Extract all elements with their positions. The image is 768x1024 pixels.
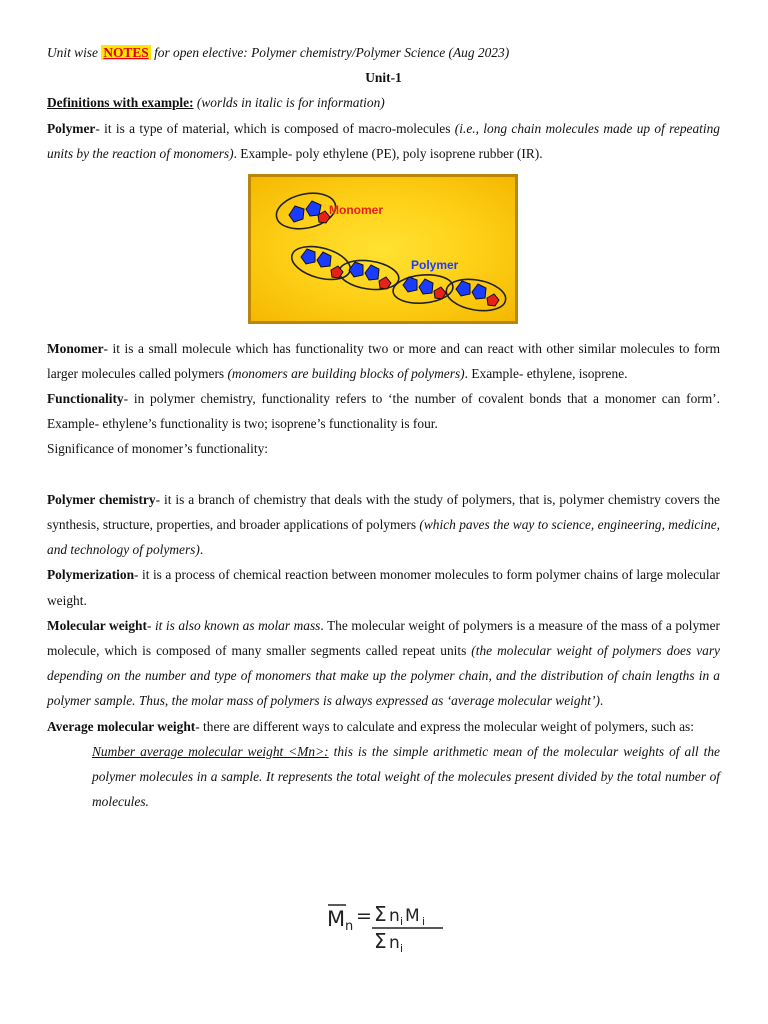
unit-title: Unit-1 <box>365 70 402 86</box>
formula-num-m: M <box>405 906 420 926</box>
polymer-label: Polymer <box>411 258 459 272</box>
polymer-definition: Polymer- it is a type of material, which is composed of macro-molecules (i.e., long chain molecules made up of repeating units by the reaction of monomers). Example- poly ethylene (PE), poly isoprene rubber (IR). <box>47 120 720 161</box>
monomer-label: Monomer <box>329 203 383 217</box>
notes-highlight: NOTES <box>103 45 149 60</box>
figure-drawing <box>251 177 515 321</box>
functionality-definition: Functionality- in polymer chemistry, functionality refers to ‘the number of covalent bonds that a monomer can form’. Example- ethylene’s functionality is two; isoprene’s functionality is four. <box>47 390 720 432</box>
number-average-definition: Number average molecular weight <Mn>: this is the simple arithmetic mean of the molecular weights of all the polymer molecules in a sample. It represents the total weight of the molecules present divided by the total number of molecules. <box>92 743 720 810</box>
blue-unit <box>289 206 304 222</box>
monomer-polymer-figure <box>248 174 518 324</box>
monomer-definition: Monomer- it is a small molecule which has functionality two or more and can react with other similar molecules to form larger molecules called polymers (monomers are building blocks of polymers). Example- ethylene, isoprene. <box>47 340 720 381</box>
document-body-continued <box>47 336 720 815</box>
mn-formula <box>326 898 456 958</box>
formula-num-n: n <box>389 906 400 926</box>
molecular-weight-definition: Molecular weight- it is also known as molar mass. The molecular weight of polymers is a measure of the mass of a polymer molecule, which is composed of many smaller segments called repeat units (the molecular weight of polymers does vary depending on the number and type of monomers that make up the polymer chain, and the distribution of chain lengths in a polymer sample. Thus, the molar mass of polymers is always expressed as ‘average molecular weight’). <box>47 617 720 709</box>
formula-num-i2: i <box>422 915 426 928</box>
formula-den-i: i <box>400 942 404 955</box>
definitions-heading: Definitions with example: (worlds in italic is for information) <box>47 95 385 111</box>
blue-unit <box>306 201 321 216</box>
formula-den-n: n <box>389 933 400 953</box>
formula-equals: = <box>356 905 372 927</box>
formula-num-i: i <box>400 915 404 928</box>
formula-m: M <box>327 907 346 931</box>
document-header: Unit wise NOTES for open elective: Polymer chemistry/Polymer Science (Aug 2023) <box>47 45 510 60</box>
formula-sigma-bottom: Σ <box>374 929 387 953</box>
polymerization-definition: Polymerization- it is a process of chemical reaction between monomer molecules to form polymer chains of large molecular weight. <box>47 567 720 608</box>
polymer-chain <box>288 241 508 315</box>
average-mw-definition: Average molecular weight- there are different ways to calculate and express the molecular weight of polymers, such as: <box>47 718 694 734</box>
polymer-chemistry-definition: Polymer chemistry- it is a branch of chemistry that deals with the study of polymers, that is, polymer chemistry covers the synthesis, structure, properties, and broader applications of polymers (which paves the way to science, engineering, medicine, and technology of polymers). <box>47 491 720 558</box>
blank-line <box>47 462 720 487</box>
document-body <box>47 40 720 166</box>
formula-sigma-top: Σ <box>374 902 387 926</box>
formula-sub-n: n <box>345 919 354 934</box>
significance-line: Significance of monomer’s functionality: <box>47 441 269 457</box>
